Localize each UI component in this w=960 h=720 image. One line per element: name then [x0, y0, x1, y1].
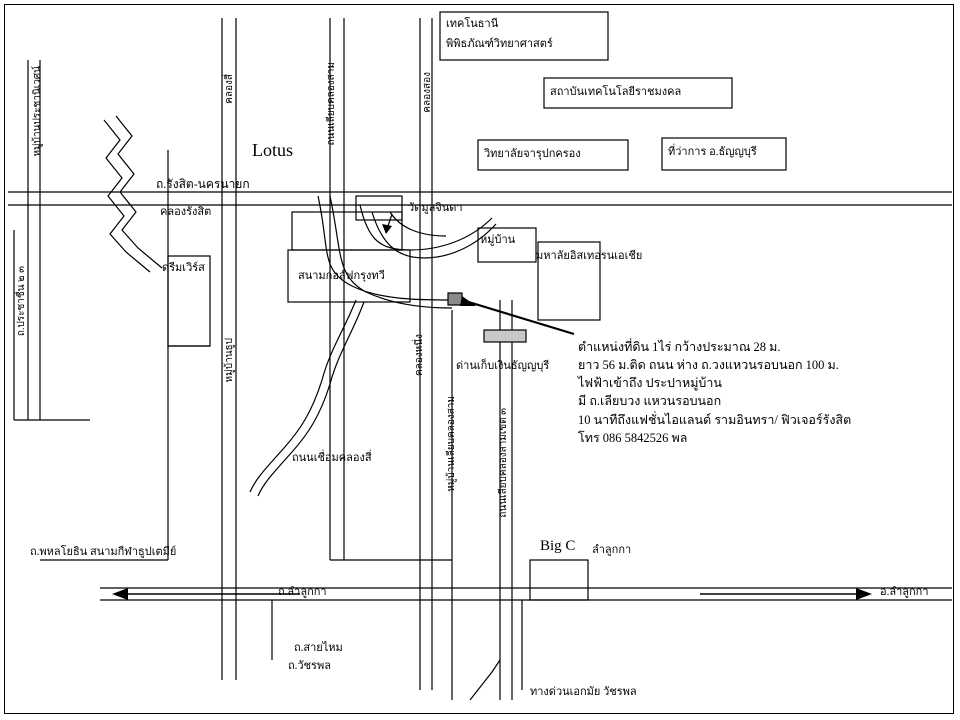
- ramp-curve-5: [390, 212, 446, 236]
- info-line-6: โทร 086 5842526 พล: [578, 430, 688, 445]
- label-bigc: Big C: [540, 538, 576, 554]
- label-canal-road: ถนนเชื่อมคลองสี่: [292, 452, 372, 464]
- label-asian-university: มหาลัยอิสเทอรนเอเชีย: [536, 250, 643, 262]
- label-institute: สถาบันเทคโนโลยีราชมงคล: [550, 86, 682, 98]
- info-line-4: มี ถ.เลียบวง แหวนรอบนอก: [578, 394, 722, 409]
- label-dream-world: ดรีมเวิร์ส: [162, 262, 205, 274]
- label-lamlukka-road: ถ.ลำลูกกา: [278, 586, 327, 598]
- label-rangsit-nakhonnayok: ถ.รังสิต-นครนายก: [156, 177, 250, 191]
- label-bigc-sub: ลำลูกกา: [592, 544, 632, 556]
- label-vert-thanon-ratchaphruek: ถนนเลียบคลองสาม: [326, 62, 337, 146]
- label-khlong-rangsit: คลองรังสิต: [160, 206, 212, 218]
- arrow-left-head: [112, 588, 128, 600]
- label-lotus: Lotus: [252, 140, 294, 160]
- land-plot-marker: [448, 293, 462, 305]
- toll-booth: [484, 330, 526, 342]
- label-vert-khlong-si: คลองสี่: [224, 74, 235, 104]
- label-vert-mubaan-lumlukka: หมู่บ้านเลียบคลองสาม: [446, 396, 457, 492]
- label-checkpoint: ด่านเก็บเงินธัญญบุรี: [456, 360, 550, 372]
- canal-line-b: [258, 302, 364, 496]
- info-line-3: ไฟฟ้าเข้าถึง ประปาหมู่บ้าน: [578, 376, 722, 391]
- info-line-5: 10 นาทีถึงแฟชั่นไอแลนด์ รามอินทรา/ ฟิวเจอร์รังสิต: [578, 412, 852, 427]
- label-vert-thanon-pracha: ถ.ประชาชื่น ๒ ๓: [16, 266, 27, 337]
- road-expressway-diagonal: [470, 660, 500, 700]
- label-saimai: ถ.สายไหม: [294, 642, 343, 654]
- label-college: วิทยาลัยจารุปกครอง: [484, 148, 581, 160]
- label-vert-khlong-nueng: คลองหนึ่ง: [414, 334, 425, 377]
- label-watcharapol: ถ.วัชรพล: [288, 660, 331, 672]
- label-wat-mulchinda: วัดมูลจินดา: [408, 202, 463, 214]
- arrow-right-head: [856, 588, 872, 600]
- info-line-2: ยาว 56 ม.ติด ถนน ห่าง ถ.วงแหวนรอบนอก 100 ม.: [578, 358, 839, 373]
- land-info-block: [578, 338, 898, 447]
- land-plot-pointer: [462, 300, 574, 334]
- label-vert-mubaan-prachaniwet: หมู่บ้านประชานิเวศน์: [32, 66, 43, 157]
- building-bigc: [530, 560, 588, 600]
- label-golf-course: สนามกอล์ฟกรุงทวี: [298, 270, 385, 282]
- label-vert-naklua: คลองสอง: [422, 72, 433, 113]
- land-plot-pointer-head: [460, 296, 476, 306]
- label-phaholyothin: ถ.พหลโยธิน สนามกีฬาธูปเตมีย์: [30, 546, 177, 558]
- label-museum-line1: เทคโนธานี: [446, 18, 499, 30]
- label-district-office: ที่ว่าการ อ.ธัญญบุรี: [668, 146, 757, 158]
- label-expressway: ทางด่วนเอกมัย วัชรพล: [530, 686, 637, 698]
- label-vert-village-road: หมู่บ้านธูป: [224, 338, 235, 383]
- label-lamlukka-district: อ.ลำลูกกา: [880, 586, 929, 598]
- label-village: หมู่บ้าน: [480, 234, 516, 246]
- label-vert-thanon-lamlukka-klong: ถนนเลียบคลองสามเขต ๓: [498, 408, 509, 518]
- label-museum-line2: พิพิธภัณฑ์วิทยาศาสตร์: [446, 38, 553, 50]
- info-line-1: ตำแหน่งที่ดิน 1ไร่ กว้างประมาณ 28 ม.: [578, 340, 781, 354]
- ramp-arrow-head: [382, 224, 392, 234]
